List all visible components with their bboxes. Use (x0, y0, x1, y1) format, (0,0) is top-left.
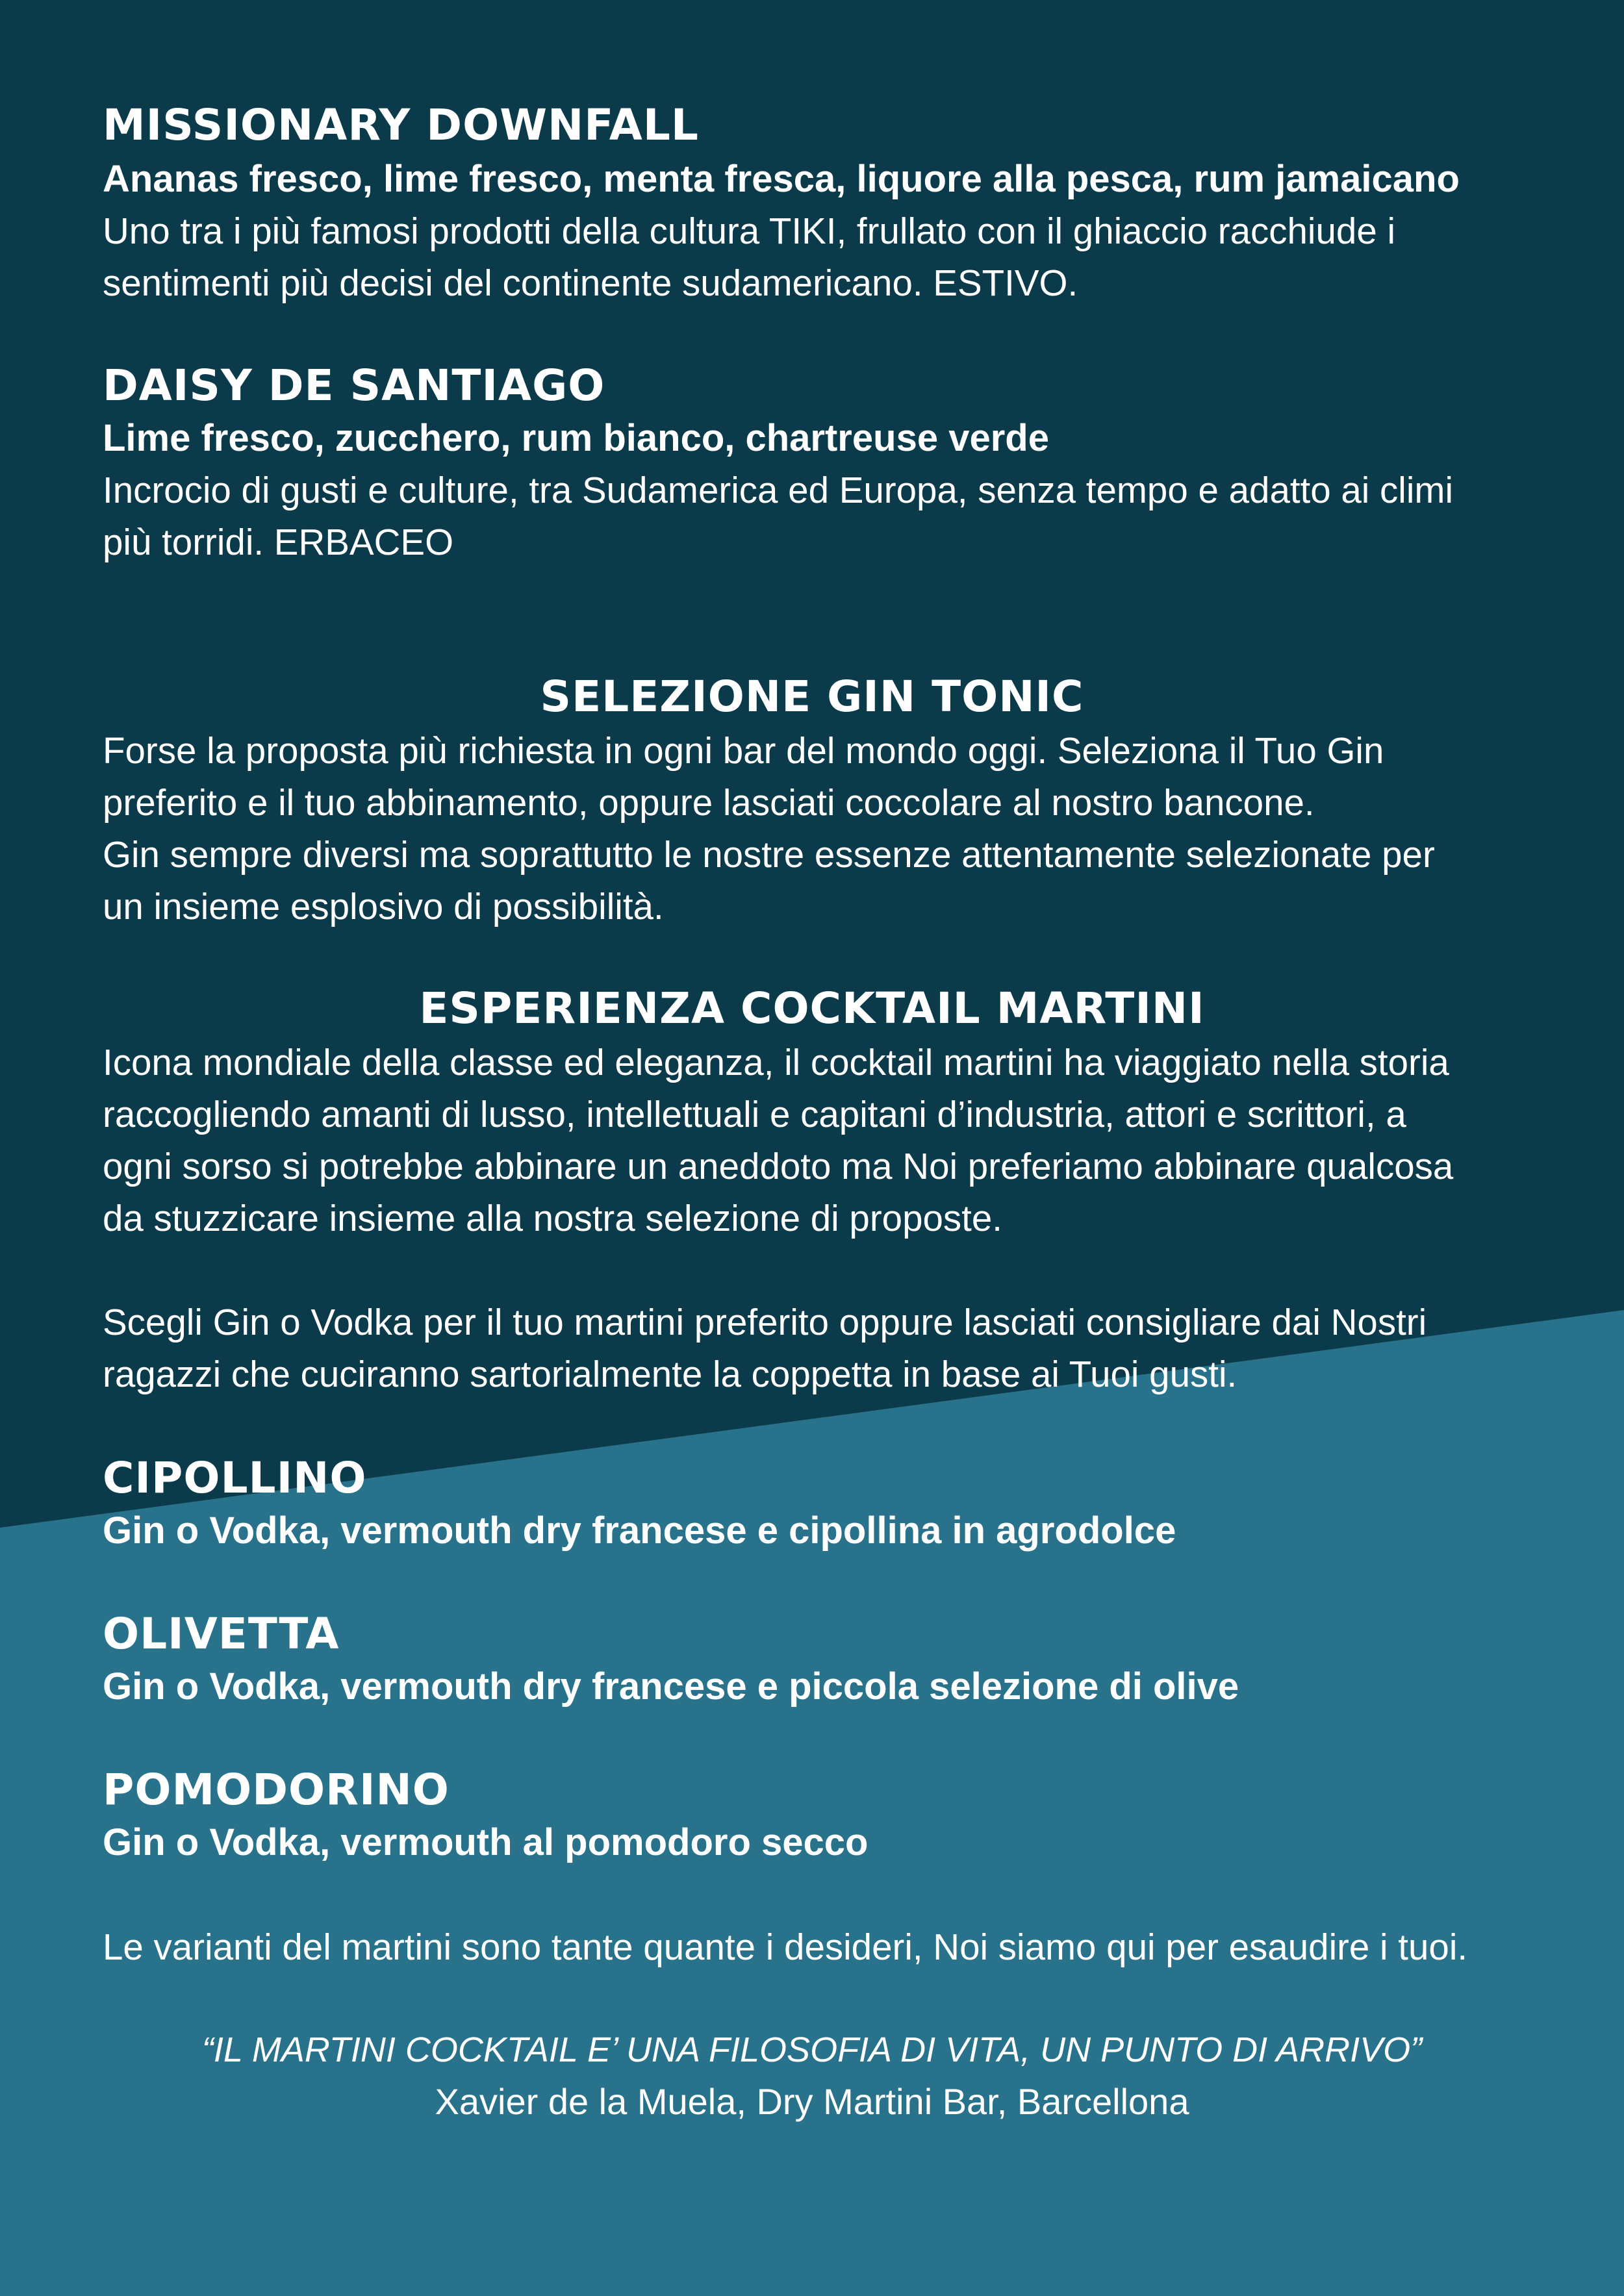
section-title-martini: ESPERIENZA COCKTAIL MARTINI (419, 983, 1205, 1033)
cocktail-title-daisy-de-santiago: DAISY DE SANTIAGO (103, 360, 605, 410)
description-line: Forse la proposta più richiesta in ogni bar del mondo oggi. Seleziona il Tuo Gin (103, 730, 1384, 771)
variant-ingredients-cipollino: Gin o Vodka, vermouth dry francese e cipollina in agrodolce (103, 1509, 1176, 1552)
variant-ingredients-pomodorino: Gin o Vodka, vermouth al pomodoro secco (103, 1821, 869, 1863)
cocktail-ingredients-missionary-downfall: Ananas fresco, lime fresco, menta fresca, liquore alla pesca, rum jamaicano (103, 158, 1460, 200)
cocktail-description-missionary-downfall (103, 205, 1597, 309)
description-line: Scegli Gin o Vodka per il tuo martini preferito oppure lasciati consigliare dai Nostri (103, 1302, 1427, 1343)
variant-title-cipollino: CIPOLLINO (103, 1453, 367, 1503)
cocktail-description-daisy-de-santiago (103, 464, 1597, 568)
description-line: preferito e il tuo abbinamento, oppure lasciati coccolare al nostro bancone. (103, 782, 1315, 823)
martini-description (103, 1037, 1597, 1244)
variant-ingredients-olivetta: Gin o Vodka, vermouth dry francese e piccola selezione di olive (103, 1665, 1239, 1708)
description-line: Icona mondiale della classe ed eleganza, il cocktail martini ha viaggiato nella storia (103, 1042, 1449, 1083)
closing-text: Le varianti del martini sono tante quante i desideri, Noi siamo qui per esaudire i tuoi. (103, 1926, 1468, 1967)
description-line: un insieme esplosivo di possibilità. (103, 886, 664, 927)
description-line: da stuzzicare insieme alla nostra selezione di proposte. (103, 1198, 1002, 1239)
section-title-gin-tonic: SELEZIONE GIN TONIC (540, 672, 1084, 722)
variant-title-pomodorino: POMODORINO (103, 1765, 450, 1815)
description-line: raccogliendo amanti di lusso, intellettuali e capitani d’industria, attori e scrittori, a (103, 1094, 1406, 1135)
description-line: Gin sempre diversi ma soprattutto le nostre essenze attentamente selezionate per (103, 834, 1435, 875)
description-line: Uno tra i più famosi prodotti della cultura TIKI, frullato con il ghiaccio racchiude i (103, 210, 1395, 251)
description-line: ragazzi che cuciranno sartorialmente la coppetta in base ai Tuoi gusti. (103, 1354, 1237, 1394)
description-line: ogni sorso si potrebbe abbinare un aneddoto ma Noi preferiamo abbinare qualcosa (103, 1146, 1454, 1187)
quote-attribution: Xavier de la Muela, Dry Martini Bar, Barcellona (435, 2081, 1189, 2122)
description-line: sentimenti più decisi del continente sudamericano. ESTIVO. (103, 262, 1078, 303)
quote-text: “IL MARTINI COCKTAIL E’ UNA FILOSOFIA DI VITA, UN PUNTO DI ARRIVO” (201, 2030, 1423, 2069)
description-line: Incrocio di gusti e culture, tra Sudamerica ed Europa, senza tempo e adatto ai climi (103, 470, 1454, 511)
variant-title-olivetta: OLIVETTA (103, 1609, 340, 1659)
description-line: più torridi. ERBACEO (103, 522, 454, 562)
gin-tonic-description (103, 725, 1597, 933)
cocktail-ingredients-daisy-de-santiago: Lime fresco, zucchero, rum bianco, chartreuse verde (103, 417, 1049, 459)
cocktail-title-missionary-downfall: MISSIONARY DOWNFALL (103, 100, 699, 150)
martini-choice-text (103, 1296, 1597, 1400)
